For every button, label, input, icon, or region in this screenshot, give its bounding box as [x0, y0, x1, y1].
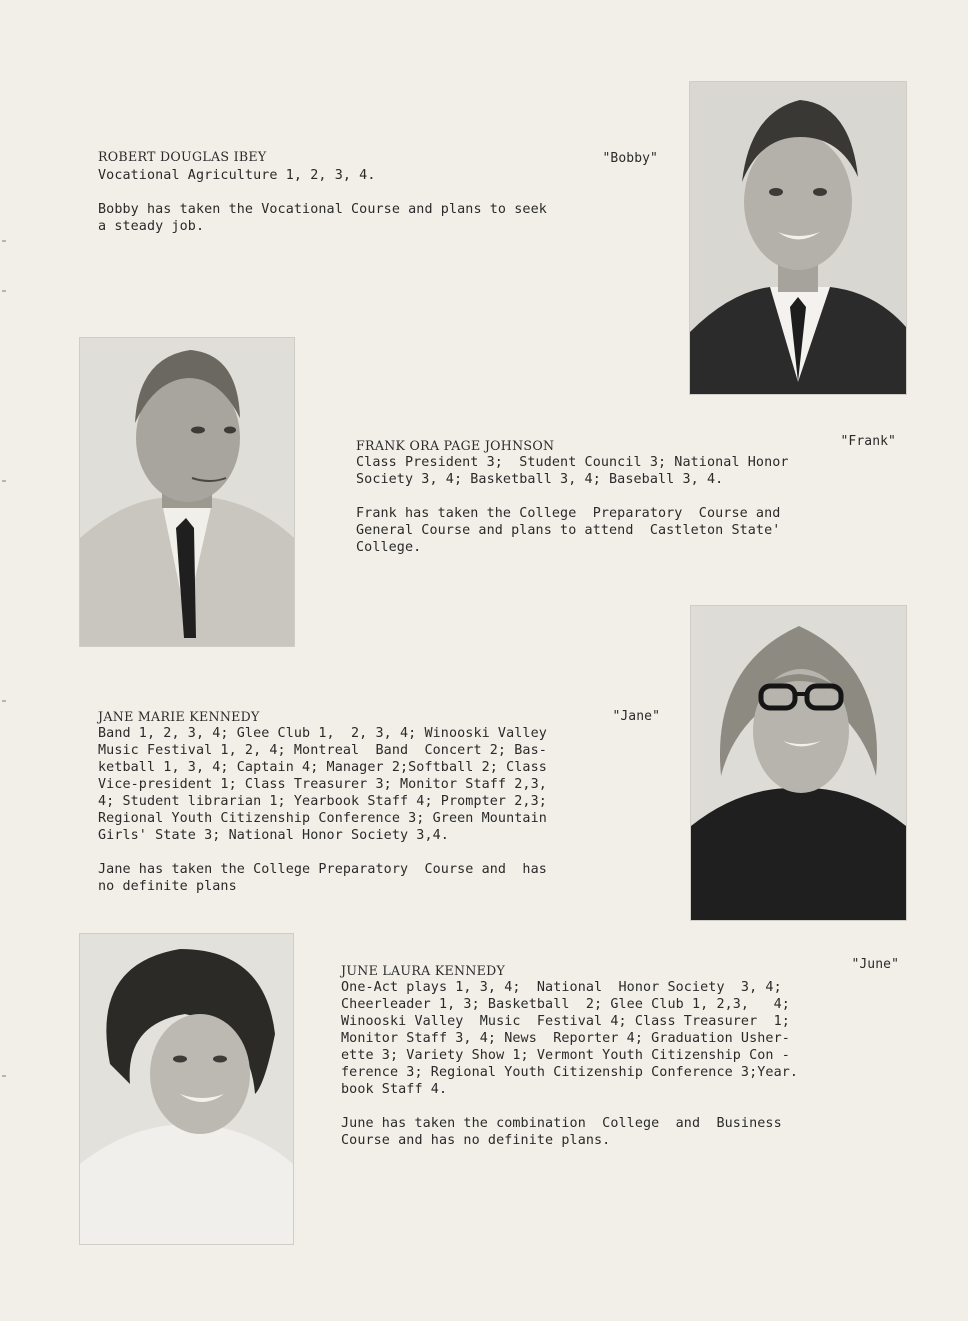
student-nickname: "June": [851, 957, 899, 972]
student-entry: [98, 708, 660, 895]
edge-mark: [2, 240, 6, 242]
student-name: FRANK ORA PAGE JOHNSON: [356, 438, 555, 453]
student-nickname: "Jane": [612, 709, 660, 724]
edge-mark: [2, 290, 6, 292]
student-nickname: "Bobby": [602, 151, 658, 166]
student-photo-jane-kennedy: [691, 606, 906, 920]
student-plans: Jane has taken the College Preparatory Course and has no definite plans: [98, 862, 547, 894]
student-nickname: "Frank": [840, 434, 896, 449]
student-activities: Class President 3; Student Council 3; National Honor Society 3, 4; Basketball 3, 4; Baseball 3, 4.: [356, 455, 789, 487]
student-activities: Vocational Agriculture 1, 2, 3, 4.: [98, 168, 376, 183]
student-plans: Bobby has taken the Vocational Course and plans to seek a steady job.: [98, 202, 547, 234]
student-name: ROBERT DOUGLAS IBEY: [98, 149, 267, 164]
student-entry: [356, 434, 896, 556]
student-photo-robert-ibey: [690, 82, 906, 394]
student-plans: June has taken the combination College and Business Course and has no definite plans.: [341, 1116, 782, 1148]
student-name: JUNE LAURA KENNEDY: [341, 963, 506, 978]
edge-mark: [2, 700, 6, 702]
edge-mark: [2, 480, 6, 482]
student-activities: Band 1, 2, 3, 4; Glee Club 1, 2, 3, 4; Winooski Valley Music Festival 1, 2, 4; Montreal Band Concert 2; Bas- ketball 1, 3, 4; Captain 4; Manager 2;Softball 2; Class Vice-president 1; Class Treasurer 3; Monitor Staff 2,3, 4; Student librarian 1; Yearbook Staff 4; Prompter 2,3; Regional Youth Citizenship Conference 3; Green Mountain Girls' State 3; National Honor Society 3,4.: [98, 726, 547, 843]
student-photo-june-kennedy: [80, 934, 293, 1244]
student-entry: [98, 148, 658, 235]
student-activities: One-Act plays 1, 3, 4; National Honor Society 3, 4; Cheerleader 1, 3; Basketball 2; Glee Club 1, 2,3, 4; Winooski Valley Music Festival 4; Class Treasurer 1; Monitor Staff 3, 4; News Reporter 4; Graduation Usher- ette 3; Variety Show 1; Vermont Youth Citizenship Con - ference 3; Regional Youth Citizenship Conference 3;Year. book Staff 4.: [341, 980, 799, 1097]
edge-mark: [2, 1075, 6, 1077]
student-plans: Frank has taken the College Preparatory Course and General Course and plans to attend Castleton State' College.: [356, 506, 781, 555]
student-photo-frank-johnson: [80, 338, 294, 646]
student-name: JANE MARIE KENNEDY: [98, 709, 260, 724]
student-entry: [341, 957, 899, 1149]
